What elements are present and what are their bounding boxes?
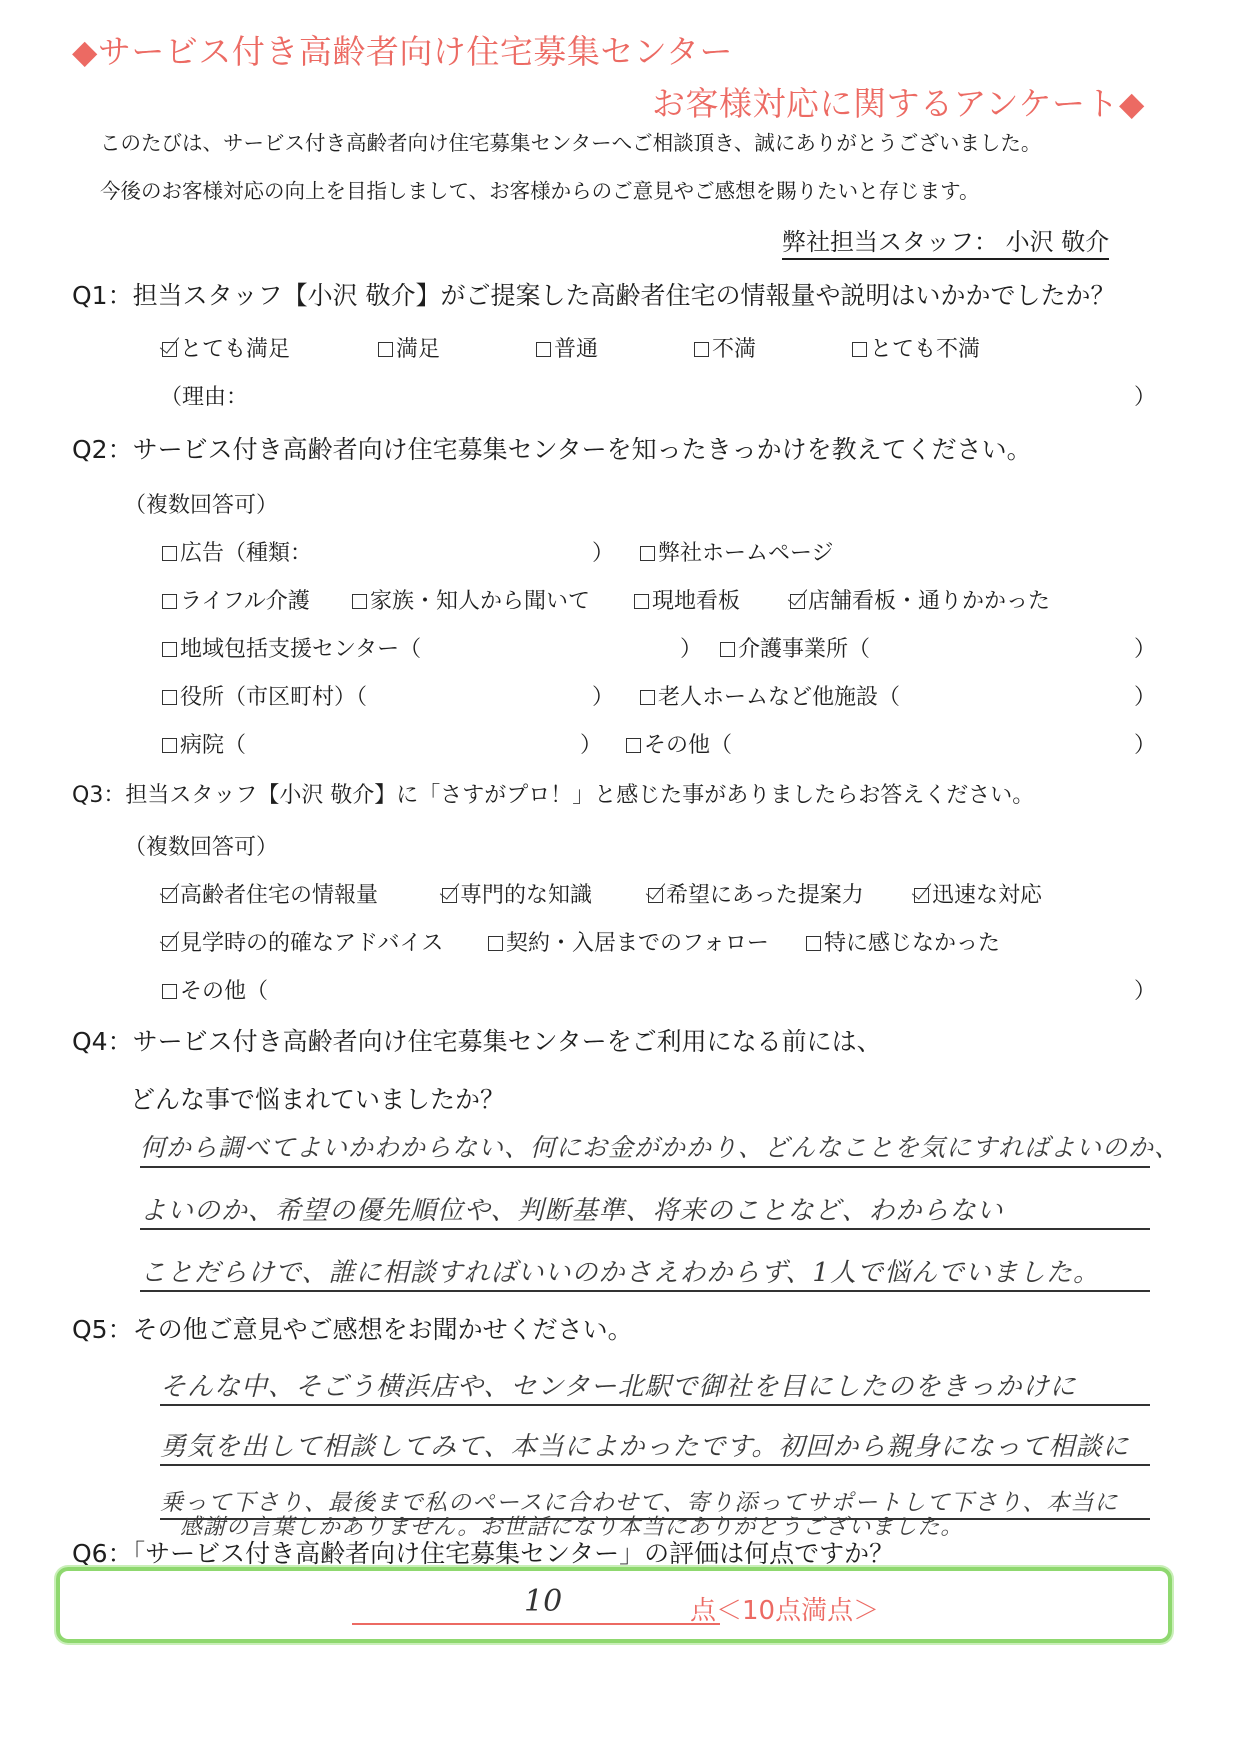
score-suffix: 点＜10点満点＞ (690, 1596, 880, 1626)
q2-option-other[interactable]: その他（ (626, 728, 732, 759)
q2-question: Q2：サービス付き高齢者向け住宅募集センターを知ったきっかけを教えてください。 (72, 435, 1032, 464)
checkbox[interactable] (790, 594, 805, 609)
q2-option-facility-close: ） (1134, 685, 1157, 710)
q2-option-city-office[interactable]: 役所（市区町村）（ (162, 680, 367, 711)
checkbox[interactable] (694, 342, 709, 357)
checkbox[interactable] (640, 546, 655, 561)
q2-option-hospital-close: ） (580, 733, 603, 758)
q6-question: Q6：「サービス付き高齢者向け住宅募集センター」の評価は何点ですか？ (72, 1539, 895, 1568)
q4-question-line1: Q4：サービス付き高齢者向け住宅募集センターをご利用になる前には、 (72, 1027, 882, 1056)
q1-option-satisfied[interactable]: 満足 (378, 332, 440, 363)
q3-option-advice[interactable]: 見学時の的確なアドバイス (162, 926, 443, 957)
q2-option-other-facility[interactable]: 老人ホームなど他施設（ (640, 680, 900, 711)
survey-title-line2: お客様対応に関するアンケート◆ (652, 84, 1145, 123)
q2-multi-note: （複数回答可） (124, 493, 279, 518)
q2-option-city-close: ） (592, 685, 615, 710)
q4-answer-line2: よいのか、希望の優先順位や、判断基準、将来のことなど、わからない (140, 1196, 1004, 1226)
checkbox[interactable] (852, 342, 867, 357)
q4-question-line2: どんな事で悩まれていましたか？ (130, 1085, 506, 1114)
intro-line2: 今後のお客様対応の向上を目指しまして、お客様からのご意見やご感想を賜りたいと存じます。 (100, 179, 980, 203)
checkbox[interactable] (162, 936, 177, 951)
survey-title-line1: ◆サービス付き高齢者向け住宅募集センター (72, 32, 734, 71)
q3-option-info[interactable]: 高齢者住宅の情報量 (162, 878, 378, 909)
q3-option-other-close: ） (1134, 979, 1157, 1004)
q4-answer-line1: 何から調べてよいかわからない、何にお金がかかり、どんなことを気にすればよいのか、 (140, 1133, 1181, 1162)
q3-option-other[interactable]: その他（ (162, 974, 268, 1005)
checkbox[interactable] (162, 546, 177, 561)
q3-question: Q3：担当スタッフ【小沢 敬介】に「さすがプロ！」と感じた事がありましたらお答えください。 (72, 783, 1035, 808)
q2-option-homepage[interactable]: 弊社ホームページ (640, 536, 834, 567)
checkbox[interactable] (162, 888, 177, 903)
q4-answer-rule2 (140, 1228, 1150, 1230)
q2-option-lifull[interactable]: ライフル介護 (162, 584, 310, 615)
checkbox[interactable] (720, 642, 735, 657)
q1-reason-label: （理由： (160, 385, 249, 410)
checkbox[interactable] (634, 594, 649, 609)
q5-answer-line4: 感謝の言葉しかありません。お世話になり本当にありがとうございました。 (180, 1515, 964, 1540)
q2-option-care-office[interactable]: 介護事業所（ (720, 632, 870, 663)
checkbox[interactable] (352, 594, 367, 609)
checkbox[interactable] (442, 888, 457, 903)
q2-option-ad-close: ） (592, 541, 615, 566)
q5-answer-line2: 勇気を出して相談してみて、本当によかったです。初回から親身になって相談に (160, 1432, 1130, 1462)
checkbox[interactable] (648, 888, 663, 903)
q2-option-store-sign[interactable]: 店舗看板・通りかかった (790, 584, 1050, 615)
staff-name: 弊社担当スタッフ： 小沢 敬介 (782, 222, 1109, 260)
q3-option-follow[interactable]: 契約・入居までのフォロー (488, 926, 769, 957)
q4-answer-rule1 (140, 1166, 1150, 1168)
q2-option-other-close: ） (1134, 733, 1157, 758)
q2-option-ad[interactable]: 広告（種類： (162, 536, 312, 567)
q3-option-speed[interactable]: 迅速な対応 (914, 878, 1042, 909)
checkbox[interactable] (626, 738, 641, 753)
q1-option-neutral[interactable]: 普通 (536, 332, 598, 363)
intro-line1: このたびは、サービス付き高齢者向け住宅募集センターへご相談頂き、誠にありがとうございました。 (100, 131, 1042, 155)
q2-option-care-close: ） (1134, 637, 1157, 662)
checkbox[interactable] (162, 690, 177, 705)
q1-option-very-satisfied[interactable]: とても満足 (162, 332, 290, 363)
q5-answer-rule2 (160, 1464, 1150, 1466)
q2-option-community-close: ） (680, 637, 703, 662)
q3-option-none[interactable]: 特に感じなかった (806, 926, 1000, 957)
checkbox[interactable] (162, 642, 177, 657)
q2-option-site-sign[interactable]: 現地看板 (634, 584, 740, 615)
q2-option-community-center[interactable]: 地域包括支援センター（ (162, 632, 421, 663)
checkbox[interactable] (162, 984, 177, 999)
score-box (56, 1567, 1172, 1643)
q5-question: Q5：その他ご意見やご感想をお聞かせください。 (72, 1315, 633, 1344)
q5-answer-line1: そんな中、そごう横浜店や、センター北駅で御社を目にしたのをきっかけに (160, 1372, 1077, 1402)
checkbox[interactable] (640, 690, 655, 705)
q1-reason-close: ） (1134, 385, 1157, 410)
score-value[interactable]: 10 (524, 1584, 563, 1619)
q1-question: Q1：担当スタッフ【小沢 敬介】がご提案した高齢者住宅の情報量や説明はいかかでしたか？ (72, 281, 1116, 310)
q2-option-hospital[interactable]: 病院（ (162, 728, 246, 759)
checkbox[interactable] (536, 342, 551, 357)
checkbox[interactable] (162, 738, 177, 753)
q3-option-knowledge[interactable]: 専門的な知識 (442, 878, 592, 909)
q4-answer-rule3 (140, 1290, 1150, 1292)
checkbox[interactable] (378, 342, 393, 357)
q4-answer-line3: ことだらけで、誰に相談すればいいのかさえわからず、1人で悩んでいました。 (140, 1258, 1100, 1288)
q3-option-proposal[interactable]: 希望にあった提案力 (648, 878, 864, 909)
checkbox[interactable] (162, 342, 177, 357)
q2-option-family[interactable]: 家族・知人から聞いて (352, 584, 590, 615)
checkbox[interactable] (488, 936, 503, 951)
q5-answer-line3: 乗って下さり、最後まで私のペースに合わせて、寄り添ってサポートして下さり、本当に (160, 1490, 1119, 1516)
checkbox[interactable] (806, 936, 821, 951)
q5-answer-rule1 (160, 1404, 1150, 1406)
q1-option-dissatisfied[interactable]: 不満 (694, 332, 756, 363)
checkbox[interactable] (914, 888, 929, 903)
checkbox[interactable] (162, 594, 177, 609)
q3-multi-note: （複数回答可） (124, 835, 279, 860)
score-underline (352, 1623, 720, 1625)
q1-option-very-dissatisfied[interactable]: とても不満 (852, 332, 980, 363)
